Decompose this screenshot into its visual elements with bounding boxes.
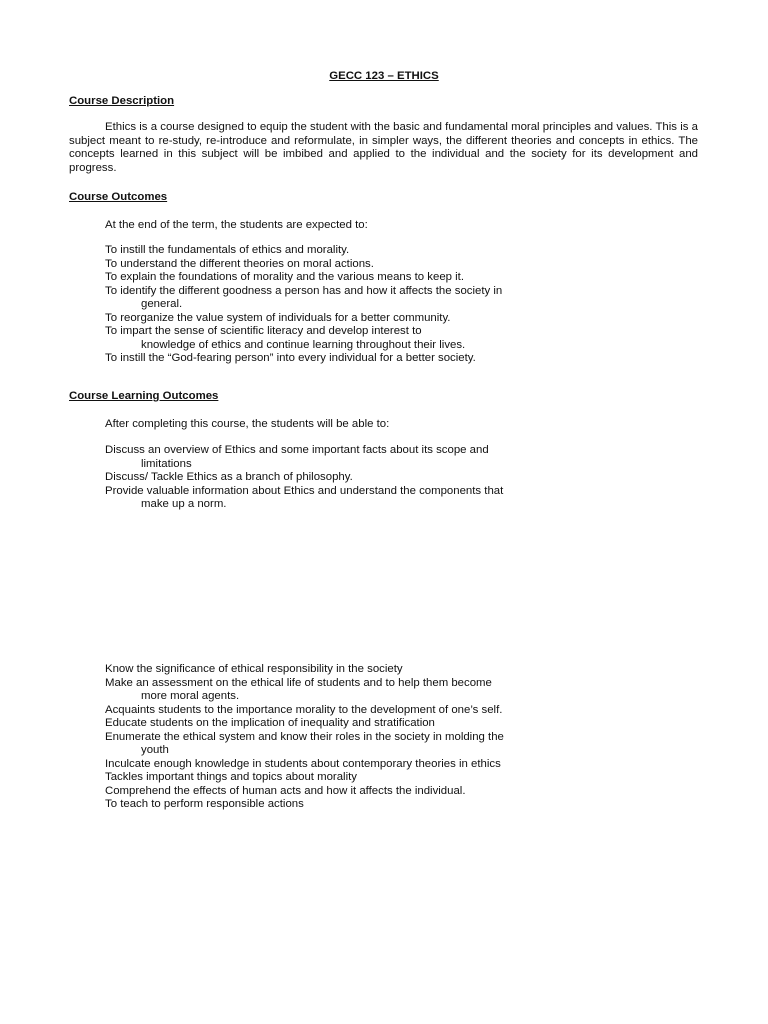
list-item-text: Educate students on the implication of inequality and stratification: [105, 717, 435, 729]
course-outcomes-list: [105, 244, 525, 366]
list-item-continuation: knowledge of ethics and continue learning throughout their lives.: [141, 338, 466, 351]
document-title: GECC 123 – ETHICS: [329, 70, 439, 82]
list-item-continuation: general.: [141, 298, 183, 310]
list-item-text: Acquaints students to the importance morality to the development of one’s self.: [105, 703, 503, 716]
list-item: [105, 312, 525, 326]
course-description-heading: Course Description: [69, 95, 175, 107]
list-item-text: Make an assessment on the ethical life of students and to help them become: [105, 676, 492, 689]
list-item-text: To impart the sense of scientific literacy and develop interest to: [105, 325, 422, 337]
list-item: [105, 244, 525, 258]
list-item: [105, 731, 525, 758]
list-item: [105, 352, 525, 366]
learning-outcomes-intro: After completing this course, the students will be able to:: [105, 418, 390, 430]
list-item-continuation: make up a norm.: [141, 498, 227, 510]
list-item-text: Comprehend the effects of human acts and how it affects the individual.: [105, 784, 466, 797]
list-item-continuation: youth: [141, 744, 169, 756]
list-item-text: To instill the fundamentals of ethics and morality.: [105, 244, 350, 256]
list-item: [105, 444, 525, 471]
list-item: [105, 785, 525, 799]
list-item-text: To explain the foundations of morality and the various means to keep it.: [105, 271, 465, 283]
list-item: [105, 758, 525, 772]
list-item-text: To identify the different goodness a person has and how it affects the society in: [105, 284, 503, 297]
list-item-text: To teach to perform responsible actions: [105, 798, 304, 810]
learning-outcomes-heading: Course Learning Outcomes: [69, 390, 219, 402]
list-item: [105, 325, 525, 352]
list-item: [105, 771, 525, 785]
list-item-continuation: limitations: [141, 457, 192, 470]
course-outcomes-heading: Course Outcomes: [69, 191, 168, 203]
list-item-text: Inculcate enough knowledge in students about contemporary theories in ethics: [105, 757, 501, 770]
list-item: [105, 663, 525, 677]
list-item-text: Provide valuable information about Ethics and understand the components that: [105, 484, 504, 497]
learning-outcomes-list-b: [105, 663, 525, 812]
list-item-text: Enumerate the ethical system and know their roles in the society in molding the: [105, 730, 504, 743]
list-item: [105, 258, 525, 272]
list-item: [105, 798, 525, 812]
list-item: [105, 271, 525, 285]
list-item-text: Discuss an overview of Ethics and some important facts about its scope and: [105, 444, 489, 456]
course-description-text: Ethics is a course designed to equip the student with the basic and fundamental moral principles and values. This is a subject meant to re-study, re-introduce and reformulate, in simpler ways, the different theories and concepts in ethics. The concepts learned in this subject will be imbibed and applied to the individual and the society for its development and progress.: [69, 121, 698, 174]
list-item-continuation: more moral agents.: [141, 690, 240, 702]
list-item-text: Discuss/ Tackle Ethics as a branch of philosophy.: [105, 471, 353, 483]
list-item-text: To reorganize the value system of individuals for a better community.: [105, 311, 451, 324]
list-item: [105, 717, 525, 731]
list-item: [105, 677, 525, 704]
list-item-text: To instill the “God-fearing person” into every individual for a better society.: [105, 352, 476, 364]
list-item: [105, 485, 525, 512]
course-outcomes-intro: At the end of the term, the students are expected to:: [105, 219, 368, 231]
list-item-text: Know the significance of ethical responsibility in the society: [105, 663, 403, 675]
list-item: [105, 704, 525, 718]
list-item-text: To understand the different theories on moral actions.: [105, 257, 374, 270]
learning-outcomes-list-a: [105, 444, 525, 512]
list-item: [105, 471, 525, 485]
list-item: [105, 285, 525, 312]
list-item-text: Tackles important things and topics about morality: [105, 771, 357, 783]
